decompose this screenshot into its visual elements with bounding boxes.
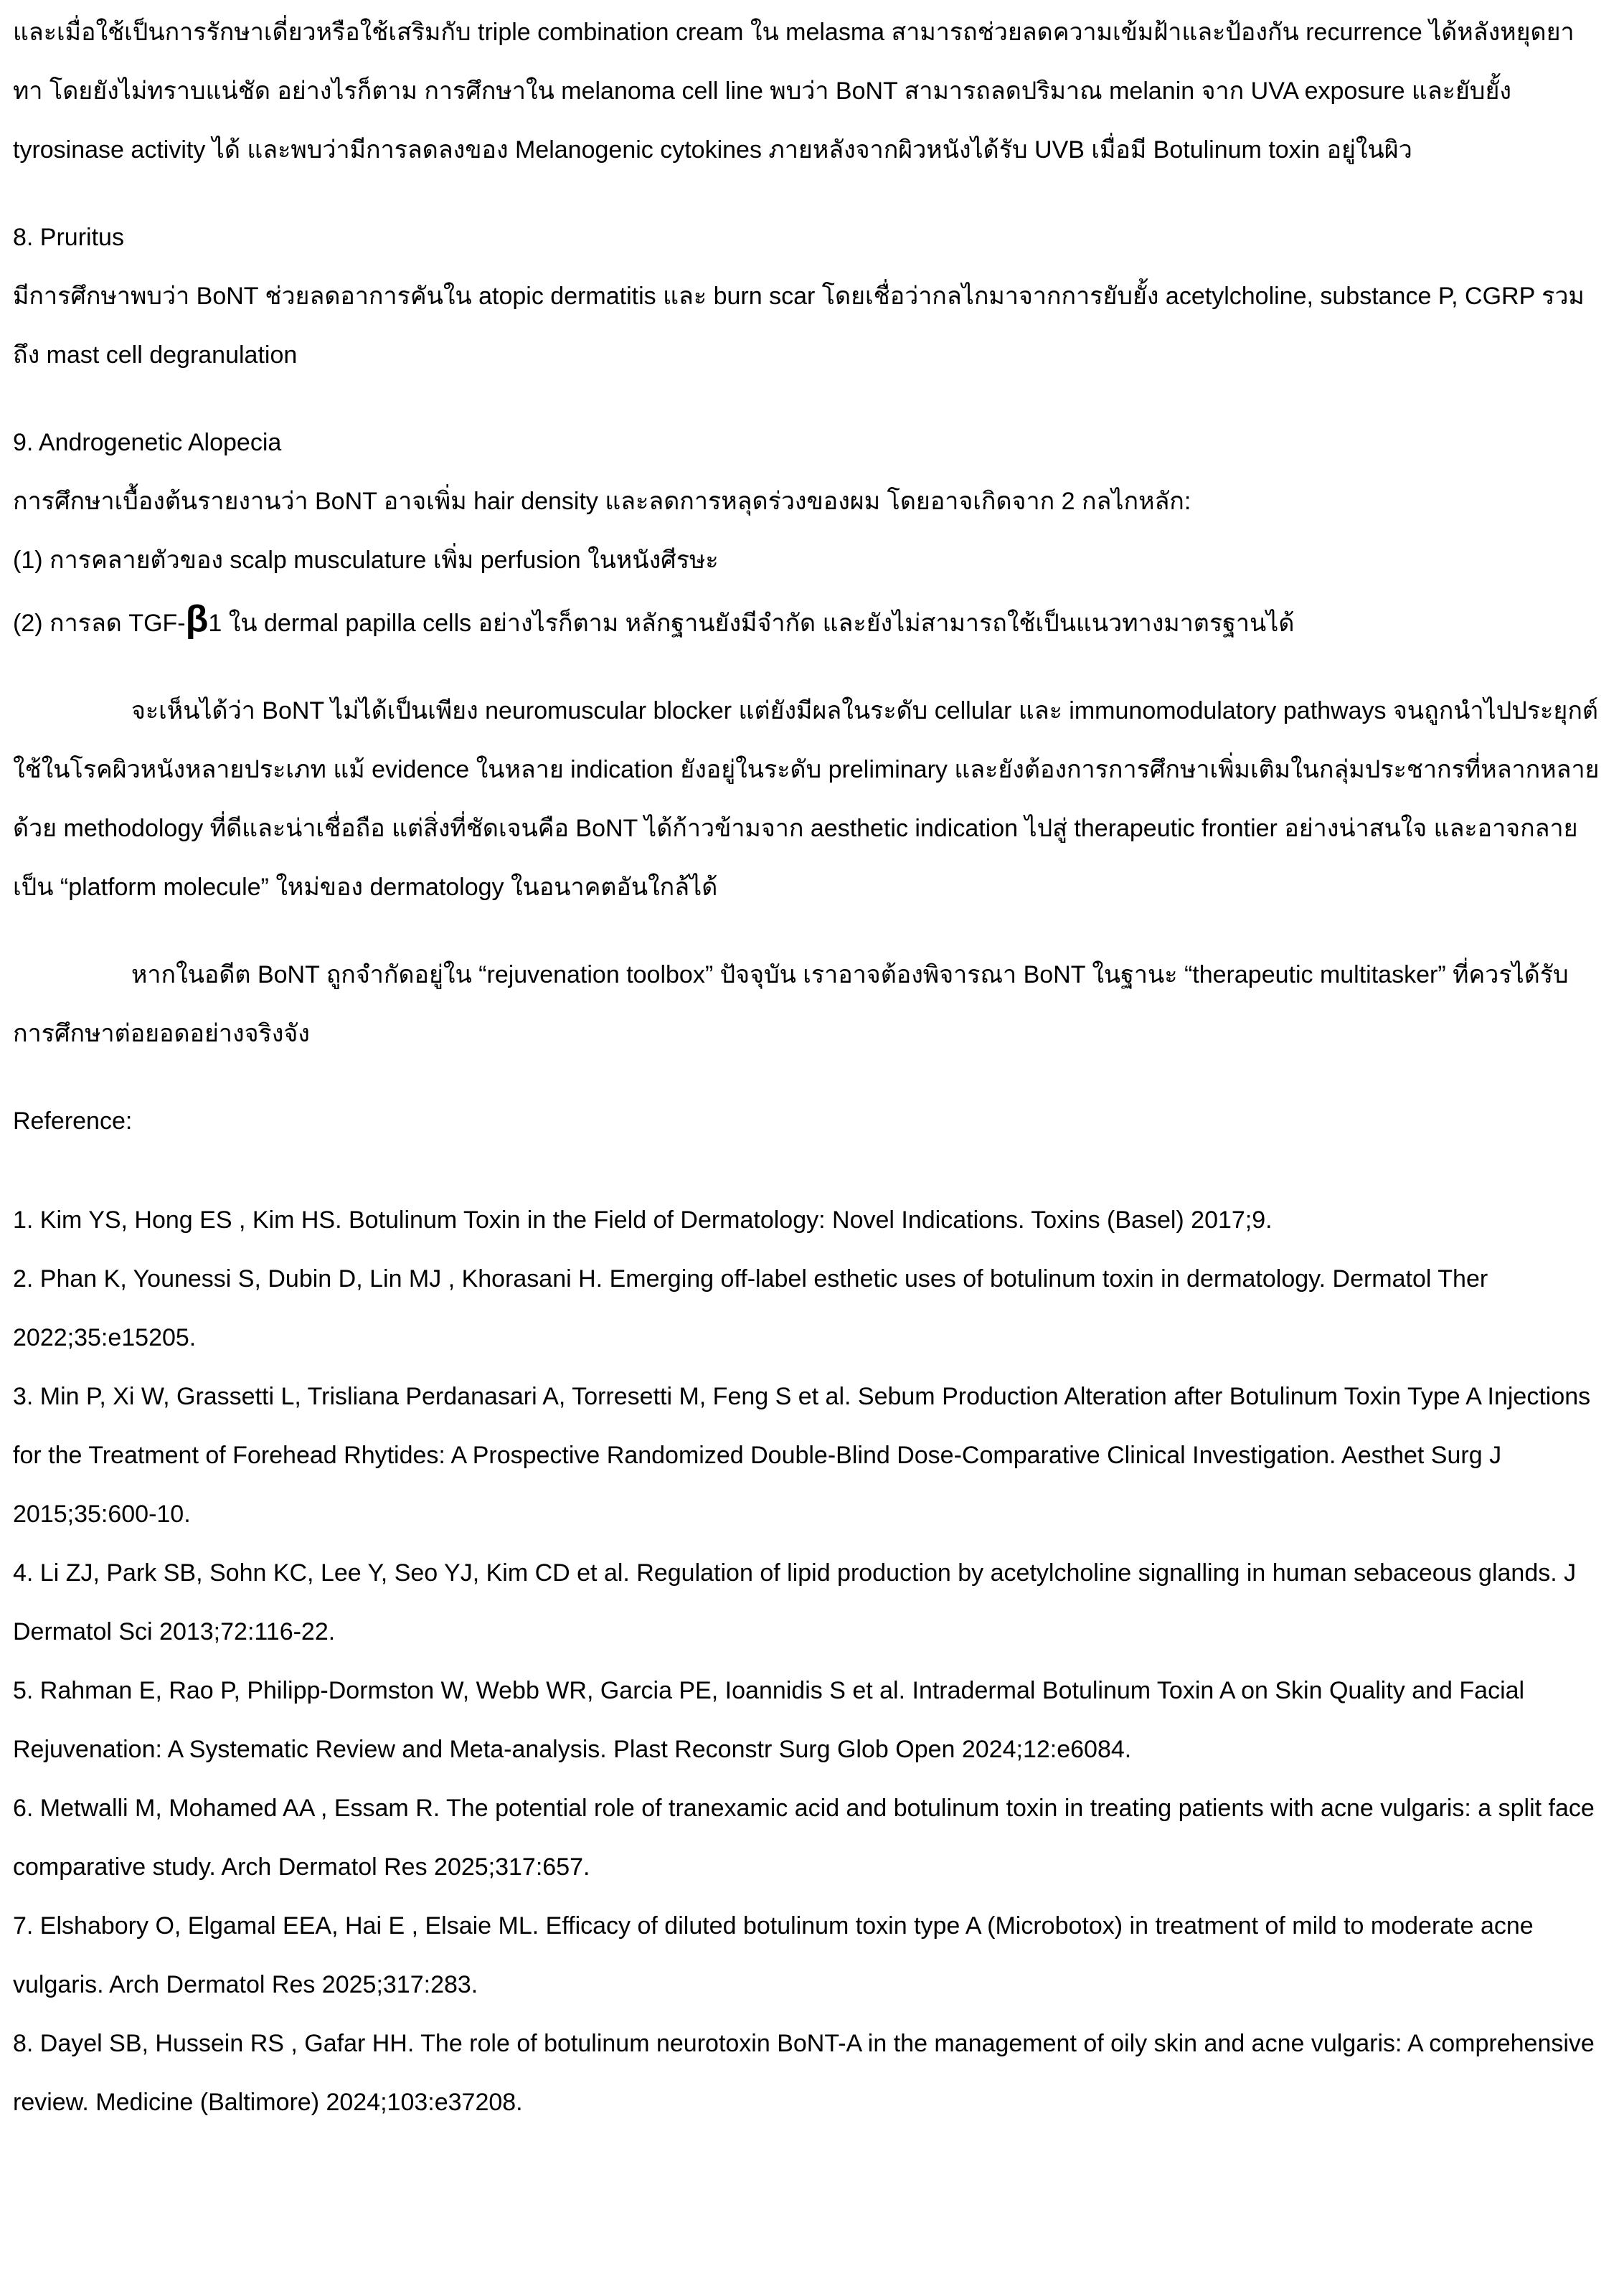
conclusion-paragraph-1: จะเห็นได้ว่า BoNT ไม่ได้เป็นเพียง neuromuscular blocker แต่ยังมีผลในระดับ cellular และ immunomodulatory pathways จนถูกนำไปประยุกต์ใช้ในโรคผิวหนังหลายประเภท แม้ evidence ในหลาย indication ยังอยู่ในระดับ preliminary และยังต้องการการศึกษาเพิ่มเติมในกลุ่มประชากรที่หลากหลาย ด้วย methodology ที่ดีและน่าเชื่อถือ แต่สิ่งที่ชัดเจนคือ BoNT ได้ก้าวข้ามจาก aesthetic indication ไปสู่ therapeutic frontier อย่างน่าสนใจ และอาจกลายเป็น “platform molecule” ใหม่ของ dermatology ในอนาคตอันใกล้ได้ xyxy=(13,697,1600,901)
reference-item-1: 1. Kim YS, Hong ES , Kim HS. Botulinum Toxin in the Field of Dermatology: Novel Indications. Toxins (Basel) 2017;9. xyxy=(13,1206,1273,1234)
reference-item-7: 7. Elshabory O, Elgamal EEA, Hai E , Elsaie ML. Efficacy of diluted botulinum toxin type A (Microbotox) in treatment of mild to moderate acne vulgaris. Arch Dermatol Res 2025;317:283. xyxy=(13,1912,1534,1998)
reference-heading: Reference: xyxy=(13,1107,133,1135)
alopecia-point-2 xyxy=(13,590,1602,653)
reference-item-5: 5. Rahman E, Rao P, Philipp-Dormston W, Webb WR, Garcia PE, Ioannidis S et al. Intradermal Botulinum Toxin A on Skin Quality and Facial Rejuvenation: A Systematic Review and Meta-analysis. Plast Reconstr Surg Glob Open 2024;12:e6084. xyxy=(13,1677,1525,1763)
alopecia-point-1: (1) การคลายตัวของ scalp musculature เพิ่ม perfusion ในหนังศีรษะ xyxy=(13,547,719,574)
alopecia-point-2-prefix: (2) การลด TGF- xyxy=(13,610,186,637)
pruritus-body-paragraph: มีการศึกษาพบว่า BoNT ช่วยลดอาการคันใน atopic dermatitis และ burn scar โดยเชื่อว่ากลไกมาจากการยับยั้ง acetylcholine, substance P, CGRP รวมถึง mast cell degranulation xyxy=(13,283,1585,369)
reference-item-2: 2. Phan K, Younessi S, Dubin D, Lin MJ , Khorasani H. Emerging off-label esthetic uses of botulinum toxin in dermatology. Dermatol Ther 2022;35:e15205. xyxy=(13,1265,1488,1351)
section-heading-pruritus: 8. Pruritus xyxy=(13,224,124,251)
alopecia-intro-paragraph: การศึกษาเบื้องต้นรายงานว่า BoNT อาจเพิ่ม hair density และลดการหลุดร่วงของผม โดยอาจเกิดจาก 2 กลไกหลัก: xyxy=(13,488,1191,515)
reference-item-8: 8. Dayel SB, Hussein RS , Gafar HH. The role of botulinum neurotoxin BoNT-A in the management of oily skin and acne vulgaris: A comprehensive review. Medicine (Baltimore) 2024;103:e37208. xyxy=(13,2030,1595,2116)
intro-paragraph: และเมื่อใช้เป็นการรักษาเดี่ยวหรือใช้เสริมกับ triple combination cream ใน melasma สามารถช่วยลดความเข้มฝ้าและป้องกัน recurrence ได้หลังหยุดยาทา โดยยังไม่ทราบแน่ชัด อย่างไรก็ตาม การศึกษาใน melanoma cell line พบว่า BoNT สามารถลดปริมาณ melanin จาก UVA exposure และยับยั้ง tyrosinase activity ได้ และพบว่ามีการลดลงของ Melanogenic cytokines ภายหลังจากผิวหนังได้รับ UVB เมื่อมี Botulinum toxin อยู่ในผิว xyxy=(13,19,1575,164)
reference-item-3: 3. Min P, Xi W, Grassetti L, Trisliana Perdanasari A, Torresetti M, Feng S et al. Sebum Production Alteration after Botulinum Toxin Type A Injections for the Treatment of Forehead Rhytides: A Prospective Randomized Double-Blind Dose-Comparative Clinical Investigation. Aesthet Surg J 2015;35:600-10. xyxy=(13,1383,1591,1528)
reference-item-4: 4. Li ZJ, Park SB, Sohn KC, Lee Y, Seo YJ, Kim CD et al. Regulation of lipid production by acetylcholine signalling in human sebaceous glands. J Dermatol Sci 2013;72:116-22. xyxy=(13,1559,1577,1645)
alopecia-point-2-suffix: 1 ใน dermal papilla cells อย่างไรก็ตาม หลักฐานยังมีจำกัด และยังไม่สามารถใช้เป็นแนวทางมาตรฐานได้ xyxy=(208,610,1295,637)
conclusion-paragraph-2: หากในอดีต BoNT ถูกจำกัดอยู่ใน “rejuvenation toolbox” ปัจจุบัน เราอาจต้องพิจารณา BoNT ในฐานะ “therapeutic multitasker” ที่ควรได้รับการศึกษาต่อยอดอย่างจริงจัง xyxy=(13,961,1569,1047)
beta-symbol: β xyxy=(185,598,209,640)
reference-item-6: 6. Metwalli M, Mohamed AA , Essam R. The potential role of tranexamic acid and botulinum toxin in treating patients with acne vulgaris: a split face comparative study. Arch Dermatol Res 2025;317:657. xyxy=(13,1795,1595,1881)
section-heading-androgenetic-alopecia: 9. Androgenetic Alopecia xyxy=(13,429,282,456)
